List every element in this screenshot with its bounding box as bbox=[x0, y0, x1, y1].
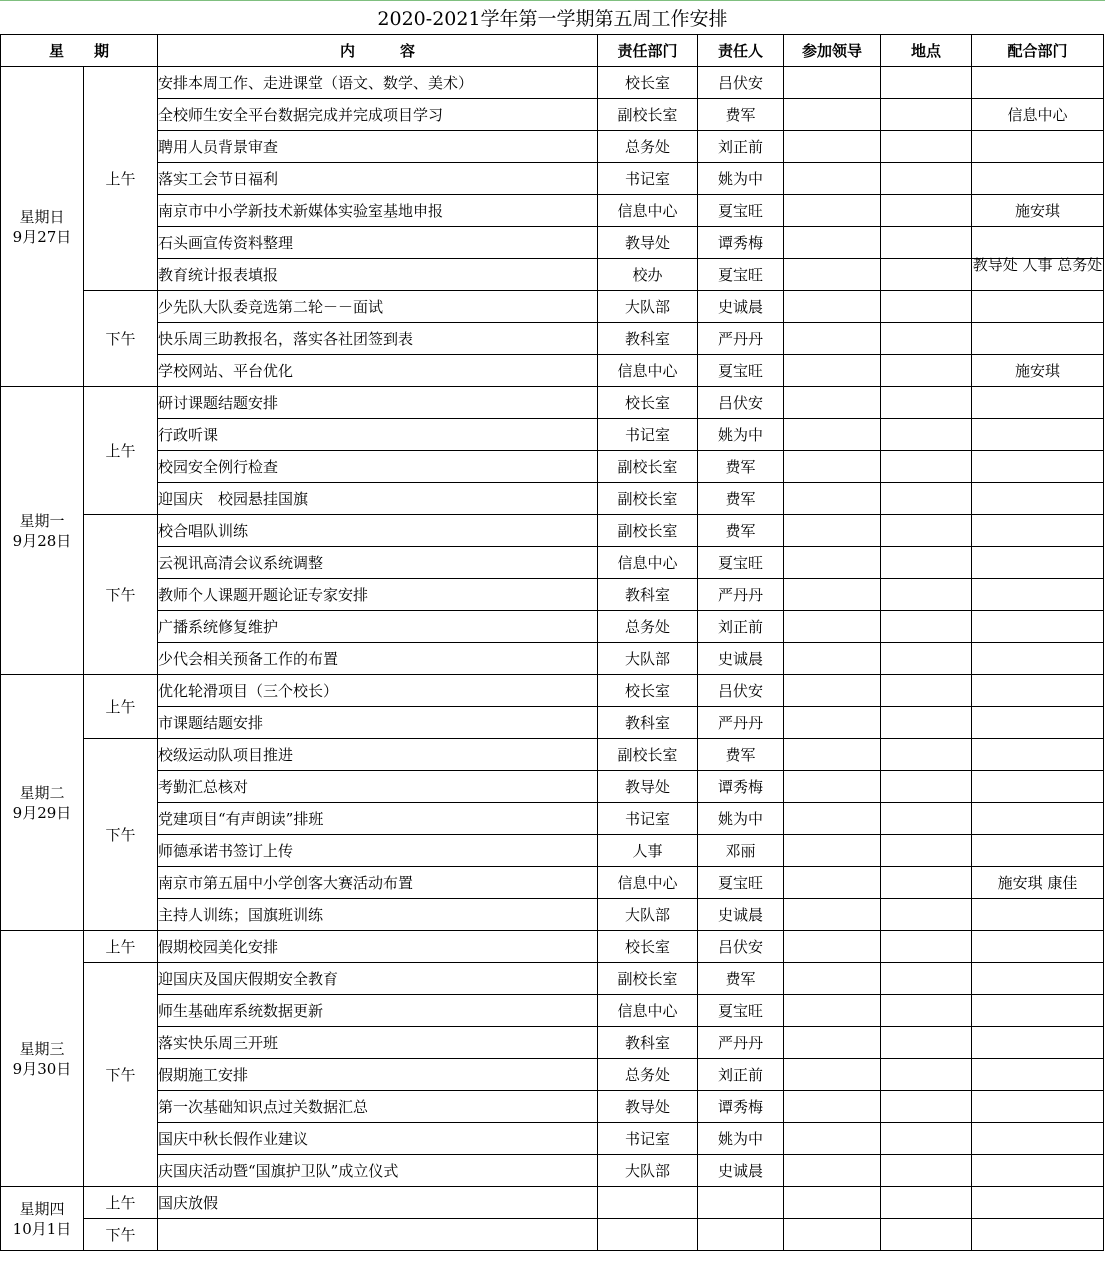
dept-cell: 书记室 bbox=[598, 1123, 698, 1155]
place-cell bbox=[881, 995, 972, 1027]
dept-cell: 教科室 bbox=[598, 707, 698, 739]
dept-cell: 书记室 bbox=[598, 419, 698, 451]
coop-cell: 信息中心 bbox=[972, 99, 1104, 131]
header-coop: 配合部门 bbox=[972, 35, 1104, 67]
table-row bbox=[1, 643, 1104, 675]
content-cell: 假期校园美化安排 bbox=[158, 931, 598, 963]
dept-cell: 书记室 bbox=[598, 803, 698, 835]
content-cell: 市课题结题安排 bbox=[158, 707, 598, 739]
header-content: 内 容 bbox=[158, 35, 598, 67]
dept-cell: 校长室 bbox=[598, 67, 698, 99]
day-label: 星期一 bbox=[19, 511, 65, 530]
table-row bbox=[1, 1027, 1104, 1059]
leader-cell bbox=[784, 483, 881, 515]
person-cell: 史诚晨 bbox=[698, 643, 784, 675]
person-cell: 严丹丹 bbox=[698, 579, 784, 611]
leader-cell bbox=[784, 867, 881, 899]
period-cell: 下午 bbox=[84, 739, 158, 931]
leader-cell bbox=[784, 963, 881, 995]
leader-cell bbox=[784, 707, 881, 739]
dept-cell bbox=[598, 1219, 698, 1251]
leader-cell bbox=[784, 323, 881, 355]
place-cell bbox=[881, 387, 972, 419]
coop-cell bbox=[972, 739, 1104, 771]
coop-cell bbox=[972, 771, 1104, 803]
table-row bbox=[1, 707, 1104, 739]
table-row bbox=[1, 323, 1104, 355]
day-label: 星期日 bbox=[19, 207, 65, 226]
leader-cell bbox=[784, 1027, 881, 1059]
content-cell: 校合唱队训练 bbox=[158, 515, 598, 547]
content-cell: 南京市中小学新技术新媒体实验室基地申报 bbox=[158, 195, 598, 227]
place-cell bbox=[881, 1155, 972, 1187]
table-row bbox=[1, 99, 1104, 131]
dept-cell: 教导处 bbox=[598, 1091, 698, 1123]
table-row bbox=[1, 163, 1104, 195]
place-cell bbox=[881, 771, 972, 803]
period-cell: 上午 bbox=[84, 67, 158, 291]
content-cell: 主持人训练；国旗班训练 bbox=[158, 899, 598, 931]
content-cell: 安排本周工作、走进课堂（语文、数学、美术） bbox=[158, 67, 598, 99]
content-cell: 快乐周三助教报名，落实各社团签到表 bbox=[158, 323, 598, 355]
content-cell: 聘用人员背景审查 bbox=[158, 131, 598, 163]
table-row bbox=[1, 131, 1104, 163]
content-cell: 师德承诺书签订上传 bbox=[158, 835, 598, 867]
leader-cell bbox=[784, 387, 881, 419]
leader-cell bbox=[784, 675, 881, 707]
content-cell: 庆国庆活动暨“国旗护卫队”成立仪式 bbox=[158, 1155, 598, 1187]
person-cell: 谭秀梅 bbox=[698, 771, 784, 803]
person-cell: 严丹丹 bbox=[698, 707, 784, 739]
leader-cell bbox=[784, 739, 881, 771]
dept-cell: 副校长室 bbox=[598, 739, 698, 771]
place-cell bbox=[881, 579, 972, 611]
coop-cell bbox=[972, 419, 1104, 451]
leader-cell bbox=[784, 643, 881, 675]
content-cell: 云视讯高清会议系统调整 bbox=[158, 547, 598, 579]
place-cell bbox=[881, 195, 972, 227]
table-row bbox=[1, 995, 1104, 1027]
person-cell: 刘正前 bbox=[698, 611, 784, 643]
coop-cell bbox=[972, 1219, 1104, 1251]
dept-cell bbox=[598, 1187, 698, 1219]
header-dept: 责任部门 bbox=[598, 35, 698, 67]
table-row bbox=[1, 387, 1104, 419]
person-cell: 费军 bbox=[698, 483, 784, 515]
place-cell bbox=[881, 1219, 972, 1251]
table-row bbox=[1, 675, 1104, 707]
table-row bbox=[1, 739, 1104, 771]
table-row bbox=[1, 291, 1104, 323]
page-title: 2020-2021学年第一学期第五周工作安排 bbox=[0, 0, 1105, 34]
period-cell: 下午 bbox=[84, 515, 158, 675]
dept-cell: 校办 bbox=[598, 259, 698, 291]
dept-cell: 副校长室 bbox=[598, 515, 698, 547]
coop-cell bbox=[972, 899, 1104, 931]
dept-cell: 大队部 bbox=[598, 899, 698, 931]
person-cell: 姚为中 bbox=[698, 419, 784, 451]
coop-cell bbox=[972, 579, 1104, 611]
dept-cell: 信息中心 bbox=[598, 867, 698, 899]
place-cell bbox=[881, 483, 972, 515]
day-label: 星期二 bbox=[19, 783, 65, 802]
leader-cell bbox=[784, 579, 881, 611]
place-cell bbox=[881, 355, 972, 387]
content-cell: 研讨课题结题安排 bbox=[158, 387, 598, 419]
place-cell bbox=[881, 867, 972, 899]
coop-cell bbox=[972, 963, 1104, 995]
dept-cell: 教科室 bbox=[598, 579, 698, 611]
period-cell: 下午 bbox=[84, 1219, 158, 1251]
table-row bbox=[1, 1059, 1104, 1091]
person-cell: 费军 bbox=[698, 451, 784, 483]
place-cell bbox=[881, 931, 972, 963]
place-cell bbox=[881, 291, 972, 323]
place-cell bbox=[881, 131, 972, 163]
place-cell bbox=[881, 227, 972, 259]
coop-cell bbox=[972, 643, 1104, 675]
place-cell bbox=[881, 611, 972, 643]
coop-cell bbox=[972, 1091, 1104, 1123]
coop-cell bbox=[972, 131, 1104, 163]
period-cell: 上午 bbox=[84, 387, 158, 515]
person-cell: 夏宝旺 bbox=[698, 867, 784, 899]
dept-cell: 大队部 bbox=[598, 291, 698, 323]
person-cell: 夏宝旺 bbox=[698, 355, 784, 387]
coop-cell: 施安琪 bbox=[972, 195, 1104, 227]
leader-cell bbox=[784, 1059, 881, 1091]
coop-cell bbox=[972, 803, 1104, 835]
header-person: 责任人 bbox=[698, 35, 784, 67]
person-cell bbox=[698, 1219, 784, 1251]
content-cell: 考勤汇总核对 bbox=[158, 771, 598, 803]
place-cell bbox=[881, 675, 972, 707]
person-cell: 谭秀梅 bbox=[698, 227, 784, 259]
day-cell bbox=[1, 67, 84, 387]
content-cell: 广播系统修复维护 bbox=[158, 611, 598, 643]
table-row bbox=[1, 1187, 1104, 1219]
place-cell bbox=[881, 643, 972, 675]
leader-cell bbox=[784, 451, 881, 483]
dept-cell: 人事 bbox=[598, 835, 698, 867]
person-cell: 吕伏安 bbox=[698, 931, 784, 963]
person-cell: 夏宝旺 bbox=[698, 995, 784, 1027]
day-cell bbox=[1, 931, 84, 1187]
day-date: 9月30日 bbox=[12, 1059, 72, 1078]
table-row bbox=[1, 899, 1104, 931]
content-cell: 迎国庆 校园悬挂国旗 bbox=[158, 483, 598, 515]
leader-cell bbox=[784, 515, 881, 547]
content-cell: 师生基础库系统数据更新 bbox=[158, 995, 598, 1027]
dept-cell: 信息中心 bbox=[598, 547, 698, 579]
person-cell: 刘正前 bbox=[698, 1059, 784, 1091]
dept-cell: 副校长室 bbox=[598, 451, 698, 483]
dept-cell: 副校长室 bbox=[598, 963, 698, 995]
place-cell bbox=[881, 547, 972, 579]
table-row bbox=[1, 867, 1104, 899]
dept-cell: 校长室 bbox=[598, 931, 698, 963]
person-cell: 费军 bbox=[698, 515, 784, 547]
table-row bbox=[1, 227, 1104, 259]
leader-cell bbox=[784, 931, 881, 963]
content-cell: 落实工会节日福利 bbox=[158, 163, 598, 195]
table-row bbox=[1, 483, 1104, 515]
coop-cell bbox=[972, 483, 1104, 515]
place-cell bbox=[881, 1027, 972, 1059]
leader-cell bbox=[784, 1123, 881, 1155]
leader-cell bbox=[784, 547, 881, 579]
day-date: 9月29日 bbox=[12, 803, 72, 822]
content-cell: 教师个人课题开题论证专家安排 bbox=[158, 579, 598, 611]
schedule-body bbox=[1, 67, 1104, 1251]
coop-cell bbox=[972, 291, 1104, 323]
content-cell: 行政听课 bbox=[158, 419, 598, 451]
period-cell: 上午 bbox=[84, 1187, 158, 1219]
person-cell: 费军 bbox=[698, 99, 784, 131]
table-row bbox=[1, 963, 1104, 995]
coop-cell bbox=[972, 387, 1104, 419]
table-row bbox=[1, 1091, 1104, 1123]
place-cell bbox=[881, 739, 972, 771]
content-cell: 第一次基础知识点过关数据汇总 bbox=[158, 1091, 598, 1123]
dept-cell: 书记室 bbox=[598, 163, 698, 195]
person-cell: 严丹丹 bbox=[698, 323, 784, 355]
header-week: 星 期 bbox=[1, 35, 158, 67]
dept-cell: 副校长室 bbox=[598, 99, 698, 131]
content-cell: 少代会相关预备工作的布置 bbox=[158, 643, 598, 675]
leader-cell bbox=[784, 291, 881, 323]
dept-cell: 信息中心 bbox=[598, 995, 698, 1027]
place-cell bbox=[881, 67, 972, 99]
coop-cell: 施安琪 康佳 bbox=[972, 867, 1104, 899]
leader-cell bbox=[784, 355, 881, 387]
dept-cell: 大队部 bbox=[598, 643, 698, 675]
leader-cell bbox=[784, 163, 881, 195]
coop-cell bbox=[972, 163, 1104, 195]
place-cell bbox=[881, 163, 972, 195]
content-cell bbox=[158, 1219, 598, 1251]
table-row bbox=[1, 259, 1104, 291]
leader-cell bbox=[784, 1091, 881, 1123]
content-cell: 校级运动队项目推进 bbox=[158, 739, 598, 771]
table-row bbox=[1, 195, 1104, 227]
schedule-table bbox=[0, 34, 1104, 1251]
coop-cell bbox=[972, 675, 1104, 707]
person-cell: 夏宝旺 bbox=[698, 195, 784, 227]
leader-cell bbox=[784, 1187, 881, 1219]
content-cell: 全校师生安全平台数据完成并完成项目学习 bbox=[158, 99, 598, 131]
leader-cell bbox=[784, 99, 881, 131]
person-cell: 吕伏安 bbox=[698, 675, 784, 707]
person-cell bbox=[698, 1187, 784, 1219]
person-cell: 史诚晨 bbox=[698, 899, 784, 931]
table-row bbox=[1, 355, 1104, 387]
coop-cell bbox=[972, 1027, 1104, 1059]
coop-cell bbox=[972, 227, 1104, 259]
content-cell: 党建项目“有声朗读”排班 bbox=[158, 803, 598, 835]
place-cell bbox=[881, 1091, 972, 1123]
place-cell bbox=[881, 99, 972, 131]
place-cell bbox=[881, 419, 972, 451]
coop-cell bbox=[972, 1155, 1104, 1187]
dept-cell: 总务处 bbox=[598, 611, 698, 643]
content-cell: 假期施工安排 bbox=[158, 1059, 598, 1091]
person-cell: 谭秀梅 bbox=[698, 1091, 784, 1123]
table-row bbox=[1, 1123, 1104, 1155]
header-row bbox=[1, 35, 1104, 67]
person-cell: 刘正前 bbox=[698, 131, 784, 163]
day-cell bbox=[1, 675, 84, 931]
content-cell: 少先队大队委竞选第二轮－－面试 bbox=[158, 291, 598, 323]
period-cell: 上午 bbox=[84, 931, 158, 963]
coop-cell bbox=[972, 515, 1104, 547]
period-cell: 上午 bbox=[84, 675, 158, 739]
place-cell bbox=[881, 1059, 972, 1091]
period-cell: 下午 bbox=[84, 963, 158, 1187]
day-date: 10月1日 bbox=[12, 1219, 72, 1238]
leader-cell bbox=[784, 995, 881, 1027]
content-cell: 优化轮滑项目（三个校长） bbox=[158, 675, 598, 707]
day-label: 星期四 bbox=[19, 1199, 65, 1218]
dept-cell: 教科室 bbox=[598, 323, 698, 355]
header-leader: 参加领导 bbox=[784, 35, 881, 67]
table-row bbox=[1, 771, 1104, 803]
content-cell: 教育统计报表填报 bbox=[158, 259, 598, 291]
coop-cell bbox=[972, 611, 1104, 643]
table-row bbox=[1, 931, 1104, 963]
person-cell: 姚为中 bbox=[698, 1123, 784, 1155]
place-cell bbox=[881, 1187, 972, 1219]
leader-cell bbox=[784, 131, 881, 163]
content-cell: 国庆中秋长假作业建议 bbox=[158, 1123, 598, 1155]
place-cell bbox=[881, 963, 972, 995]
dept-cell: 教导处 bbox=[598, 227, 698, 259]
person-cell: 史诚晨 bbox=[698, 1155, 784, 1187]
day-date: 9月27日 bbox=[12, 227, 72, 246]
person-cell: 吕伏安 bbox=[698, 387, 784, 419]
leader-cell bbox=[784, 1219, 881, 1251]
place-cell bbox=[881, 835, 972, 867]
dept-cell: 大队部 bbox=[598, 1155, 698, 1187]
place-cell bbox=[881, 259, 972, 291]
place-cell bbox=[881, 899, 972, 931]
person-cell: 夏宝旺 bbox=[698, 547, 784, 579]
table-row bbox=[1, 611, 1104, 643]
leader-cell bbox=[784, 67, 881, 99]
content-cell: 南京市第五届中小学创客大赛活动布置 bbox=[158, 867, 598, 899]
table-row bbox=[1, 67, 1104, 99]
table-row bbox=[1, 419, 1104, 451]
place-cell bbox=[881, 323, 972, 355]
coop-cell bbox=[972, 451, 1104, 483]
coop-cell bbox=[972, 995, 1104, 1027]
person-cell: 史诚晨 bbox=[698, 291, 784, 323]
leader-cell bbox=[784, 1155, 881, 1187]
content-cell: 国庆放假 bbox=[158, 1187, 598, 1219]
person-cell: 姚为中 bbox=[698, 803, 784, 835]
day-date: 9月28日 bbox=[12, 531, 72, 550]
leader-cell bbox=[784, 419, 881, 451]
person-cell: 费军 bbox=[698, 739, 784, 771]
coop-cell bbox=[972, 835, 1104, 867]
table-row bbox=[1, 1219, 1104, 1251]
place-cell bbox=[881, 1123, 972, 1155]
table-row bbox=[1, 1155, 1104, 1187]
person-cell: 姚为中 bbox=[698, 163, 784, 195]
person-cell: 严丹丹 bbox=[698, 1027, 784, 1059]
dept-cell: 教导处 bbox=[598, 771, 698, 803]
person-cell: 邓丽 bbox=[698, 835, 784, 867]
coop-cell: 教导处 人事 总务处 bbox=[972, 259, 1104, 291]
table-row bbox=[1, 579, 1104, 611]
coop-cell bbox=[972, 1059, 1104, 1091]
leader-cell bbox=[784, 227, 881, 259]
leader-cell bbox=[784, 771, 881, 803]
coop-cell bbox=[972, 1123, 1104, 1155]
content-cell: 落实快乐周三开班 bbox=[158, 1027, 598, 1059]
dept-cell: 校长室 bbox=[598, 387, 698, 419]
content-cell: 学校网站、平台优化 bbox=[158, 355, 598, 387]
table-row bbox=[1, 451, 1104, 483]
dept-cell: 总务处 bbox=[598, 131, 698, 163]
dept-cell: 总务处 bbox=[598, 1059, 698, 1091]
content-cell: 迎国庆及国庆假期安全教育 bbox=[158, 963, 598, 995]
coop-cell bbox=[972, 323, 1104, 355]
day-cell bbox=[1, 1187, 84, 1251]
dept-cell: 信息中心 bbox=[598, 195, 698, 227]
leader-cell bbox=[784, 611, 881, 643]
dept-cell: 校长室 bbox=[598, 675, 698, 707]
coop-cell: 施安琪 bbox=[972, 355, 1104, 387]
content-cell: 校园安全例行检查 bbox=[158, 451, 598, 483]
table-row bbox=[1, 803, 1104, 835]
coop-cell bbox=[972, 547, 1104, 579]
table-row bbox=[1, 547, 1104, 579]
coop-cell bbox=[972, 931, 1104, 963]
dept-cell: 信息中心 bbox=[598, 355, 698, 387]
person-cell: 费军 bbox=[698, 963, 784, 995]
leader-cell bbox=[784, 835, 881, 867]
dept-cell: 副校长室 bbox=[598, 483, 698, 515]
table-row bbox=[1, 835, 1104, 867]
period-cell: 下午 bbox=[84, 291, 158, 387]
coop-cell bbox=[972, 707, 1104, 739]
day-cell bbox=[1, 387, 84, 675]
dept-cell: 教科室 bbox=[598, 1027, 698, 1059]
person-cell: 夏宝旺 bbox=[698, 259, 784, 291]
place-cell bbox=[881, 515, 972, 547]
header-place: 地点 bbox=[881, 35, 972, 67]
leader-cell bbox=[784, 899, 881, 931]
place-cell bbox=[881, 803, 972, 835]
day-label: 星期三 bbox=[19, 1039, 65, 1058]
leader-cell bbox=[784, 259, 881, 291]
coop-cell bbox=[972, 1187, 1104, 1219]
table-row bbox=[1, 515, 1104, 547]
content-cell: 石头画宣传资料整理 bbox=[158, 227, 598, 259]
leader-cell bbox=[784, 803, 881, 835]
person-cell: 吕伏安 bbox=[698, 67, 784, 99]
place-cell bbox=[881, 707, 972, 739]
leader-cell bbox=[784, 195, 881, 227]
coop-cell bbox=[972, 67, 1104, 99]
place-cell bbox=[881, 451, 972, 483]
